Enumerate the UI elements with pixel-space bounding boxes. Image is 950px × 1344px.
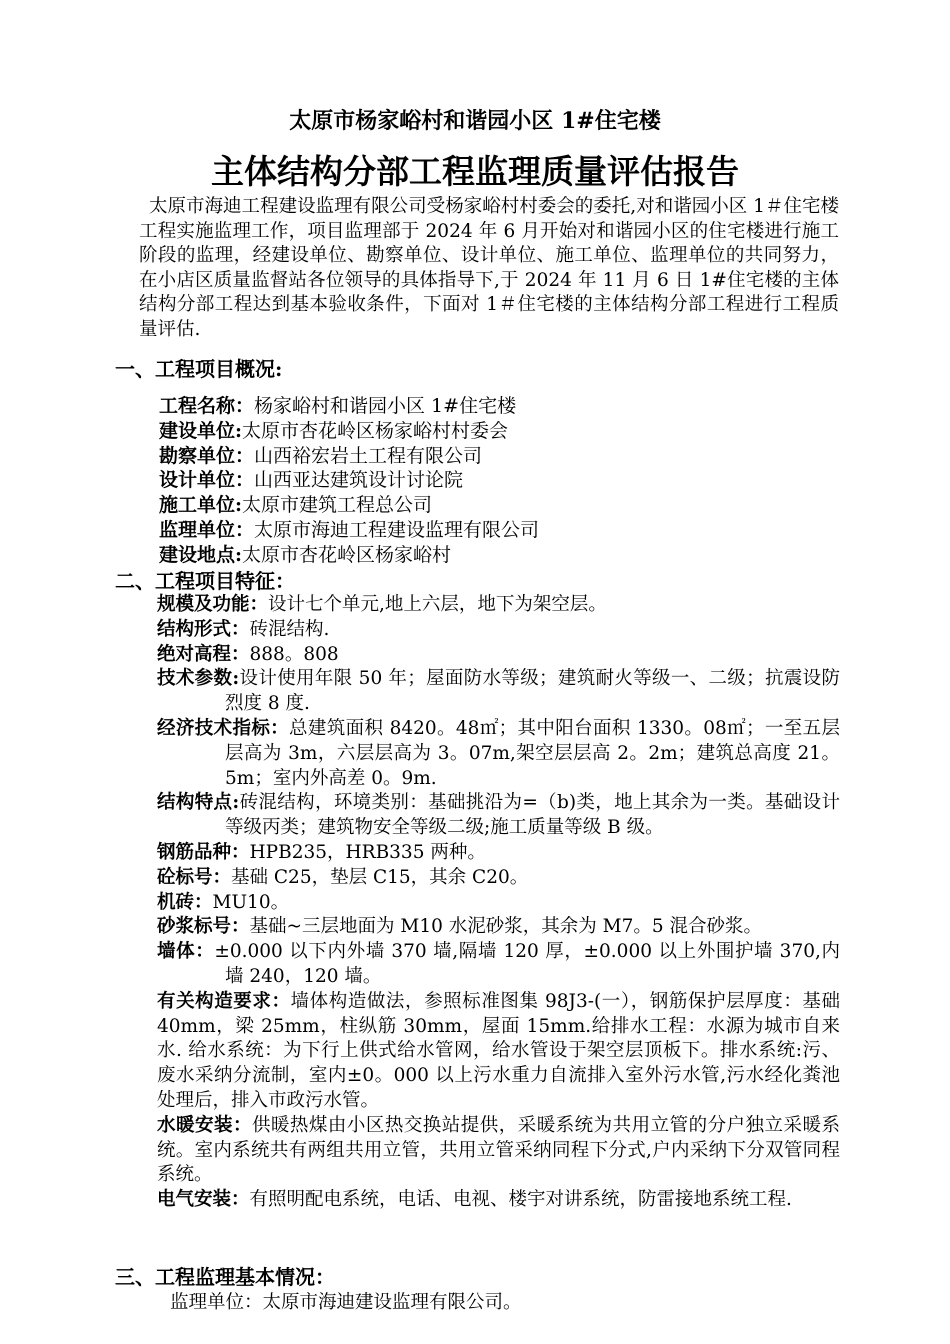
- info-label: 建设单位:: [159, 419, 243, 442]
- feature-value: 砖混结构，环境类别：基础挑沿为=（b)类，地上其余为一类。基础设计等级丙类；建筑物安全等级二级;施工质量等级 B 级。: [225, 792, 840, 839]
- project-overview-list: [159, 394, 539, 568]
- info-row: [159, 468, 539, 493]
- feature-label: 墙体：: [157, 941, 215, 963]
- feature-label: 技术参数:: [157, 668, 240, 690]
- feature-item: [157, 643, 840, 668]
- feature-item: [157, 940, 840, 990]
- info-value: 杨家峪村和谐园小区 1#住宅楼: [254, 395, 517, 417]
- feature-value: 供暖热煤由小区热交换站提供，采暖系统为共用立管的分户独立采暖系统。室内系统共有两组共用立管，共用立管采纳同程下分式,户内采纳下分双管同程系统。: [157, 1114, 840, 1186]
- feature-value: MU10。: [212, 891, 290, 913]
- section3-heading: 三、工程监理基本情况：: [115, 1265, 335, 1289]
- feature-value: 基础 C25，垫层 C15，其余 C20。: [231, 866, 529, 888]
- info-value: 山西裕宏岩土工程有限公司: [254, 444, 483, 467]
- info-value: 太原市建筑工程总公司: [242, 494, 433, 517]
- feature-value: 设计使用年限 50 年；屋面防水等级；建筑耐火等级一、二级；抗震设防烈度 8 度.: [225, 668, 840, 715]
- feature-value: 基础~三层地面为 M10 水泥砂浆，其余为 M7。5 混合砂浆。: [249, 916, 763, 938]
- feature-value: 设计七个单元,地上六层，地下为架空层。: [268, 594, 607, 615]
- feature-item: [157, 866, 840, 891]
- feature-value: 砖混结构.: [249, 618, 330, 640]
- info-value: 山西亚达建筑设计讨论院: [254, 469, 464, 492]
- feature-paragraph: [157, 1114, 840, 1188]
- info-row: [159, 493, 539, 518]
- feature-item: [157, 891, 840, 916]
- supervision-unit-line: 监理单位：太原市海迪建设监理有限公司。: [170, 1292, 522, 1313]
- project-features-list: [157, 593, 840, 1213]
- feature-label: 结构形式：: [157, 618, 250, 640]
- feature-label: 规模及功能：: [157, 594, 269, 615]
- feature-label: 砼标号：: [157, 866, 232, 888]
- feature-item: [157, 915, 840, 940]
- report-title-line2: 主体结构分部工程监理质量评估报告: [211, 152, 739, 191]
- info-value: 太原市杏花岭区杨家峪村村委会: [242, 419, 509, 442]
- info-value: 太原市杏花岭区杨家峪村: [242, 543, 452, 566]
- feature-item: [157, 841, 840, 866]
- feature-value: 888。808: [249, 643, 339, 665]
- section1-heading: 一、工程项目概况:: [115, 357, 283, 381]
- feature-item: [157, 618, 840, 643]
- feature-label: 经济技术指标：: [157, 717, 290, 739]
- feature-label: 绝对高程：: [157, 643, 250, 665]
- feature-label: 电气安装：: [157, 1189, 250, 1211]
- feature-item: [157, 717, 840, 791]
- info-label: 勘察单位：: [159, 444, 255, 467]
- info-label: 设计单位：: [159, 469, 255, 492]
- feature-item: [157, 667, 840, 717]
- report-title-line1: 太原市杨家峪村和谐园小区 1#住宅楼: [289, 108, 661, 134]
- info-row: [159, 518, 539, 543]
- feature-paragraph: [157, 990, 840, 1114]
- feature-label: 水暖安装：: [157, 1114, 252, 1136]
- feature-label: 结构特点:: [157, 792, 240, 814]
- feature-item: [157, 593, 840, 618]
- info-label: 施工单位:: [159, 494, 243, 517]
- feature-value: ±0.000 以下内外墙 370 墙,隔墙 120 厚，±0.000 以上外围护墙 370,内墙 240，120 墙。: [214, 941, 840, 987]
- info-row: [159, 543, 539, 568]
- info-value: 太原市海迪工程建设监理有限公司: [254, 518, 540, 541]
- info-row: [159, 444, 539, 469]
- feature-value: 墙体构造做法，参照标准图集 98J3-(一），钢筋保护层厚度：基础 40mm，梁 25mm，柱纵筋 30mm，屋面 15mm.给排水工程：水源为城市自来水. 给水系统：为下行上供式给水管网，给水管设于架空层顶板下。排水系统:污、废水采纳分流制，室内±0。000 以上污水重力自流排入室外污水管,污水经化粪池处理后，排入市政污水管。: [157, 990, 840, 1111]
- feature-label: 钢筋品种：: [157, 841, 250, 863]
- feature-value: 有照明配电系统，电话、电视、楼宇对讲系统，防雷接地系统工程.: [249, 1189, 792, 1211]
- feature-label: 机砖：: [157, 891, 213, 913]
- info-label: 建设地点:: [159, 543, 243, 566]
- info-label: 监理单位：: [159, 518, 255, 541]
- feature-label: 砂浆标号：: [157, 916, 250, 938]
- feature-value: HPB235，HRB335 两种。: [249, 841, 486, 863]
- intro-paragraph: 太原市海迪工程建设监理有限公司受杨家峪村村委会的委托,对和谐园小区 1＃住宅楼工程实施监理工作，项目监理部于 2024 年 6 月开始对和谐园小区的住宅楼进行施工阶段的监理，经建设单位、勘察单位、设计单位、施工单位、监理单位的共同努力，在小店区质量监督站各位领导的具体指导下,于 2024 年 11 月 6 日 1#住宅楼的主体结构分部工程达到基本验收条件，下面对 1＃住宅楼的主体结构分部工程进行工程质量评估.: [139, 196, 839, 340]
- info-label: 工程名称：: [159, 395, 255, 417]
- feature-item: [157, 791, 840, 841]
- feature-value: 总建筑面积 8420。48㎡；其中阳台面积 1330。08㎡；一至五层层高为 3m，六层层高为 3。07m,架空层层高 2。2m；建筑总高度 21。5m；室内外高差 0。9m.: [225, 717, 840, 789]
- info-row: [159, 419, 539, 444]
- feature-label: 有关构造要求：: [157, 990, 291, 1012]
- info-row: [159, 394, 539, 419]
- feature-paragraph: [157, 1188, 840, 1213]
- section2-heading: 二、工程项目特征：: [115, 569, 295, 593]
